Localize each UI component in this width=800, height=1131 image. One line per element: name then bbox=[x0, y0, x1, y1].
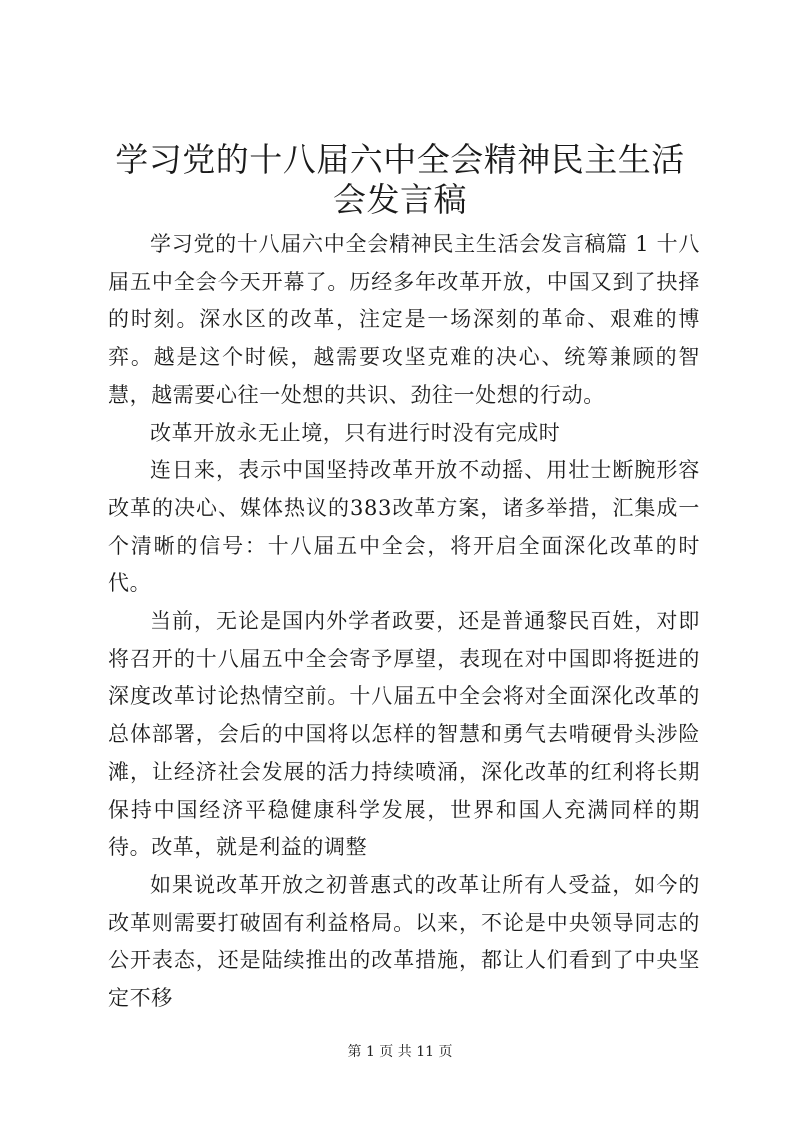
paragraph-1: 学习党的十八届六中全会精神民主生活会发言稿篇 1 十八届五中全会今天开幕了。历经多年改革开放，中国又到了抉择的时刻。深水区的改革，注定是一场深刻的革命、艰难的博弈。越是这个时候，越需要攻坚克难的决心、统筹兼顾的智慧，越需要心往一处想的共识、劲往一处想的行动。 bbox=[108, 232, 700, 407]
document-title: 学习党的十八届六中全会精神民主生活会发言稿 bbox=[115, 140, 685, 219]
paragraph-2: 改革开放永无止境，只有进行时没有完成时 bbox=[150, 420, 561, 445]
document-body bbox=[108, 226, 700, 1018]
paragraph-3: 连日来，表示中国坚持改革开放不动摇、用壮士断腕形容改革的决心、媒体热议的383改革方案，诸多举措，汇集成一个清晰的信号：十八届五中全会，将开启全面深化改革的时代。 bbox=[108, 458, 700, 596]
paragraph-5: 如果说改革开放之初普惠式的改革让所有人受益，如今的改革则需要打破固有利益格局。以来，不论是中央领导同志的公开表态，还是陆续推出的改革措施，都让人们看到了中央坚定不移 bbox=[108, 872, 700, 1011]
page-number-footer: 第 1 页 共 11 页 bbox=[347, 1044, 453, 1060]
paragraph-4: 当前，无论是国内外学者政要，还是普通黎民百姓，对即将召开的十八届五中全会寄予厚望，表现在对中国即将挺进的深度改革讨论热情空前。十八届五中全会将对全面深化改革的总体部署，会后的中国将以怎样的智慧和勇气去啃硬骨头涉险滩，让经济社会发展的活力持续喷涌，深化改革的红利将长期保持中国经济平稳健康科学发展，世界和国人充满同样的期待。改革，就是利益的调整 bbox=[108, 609, 700, 860]
